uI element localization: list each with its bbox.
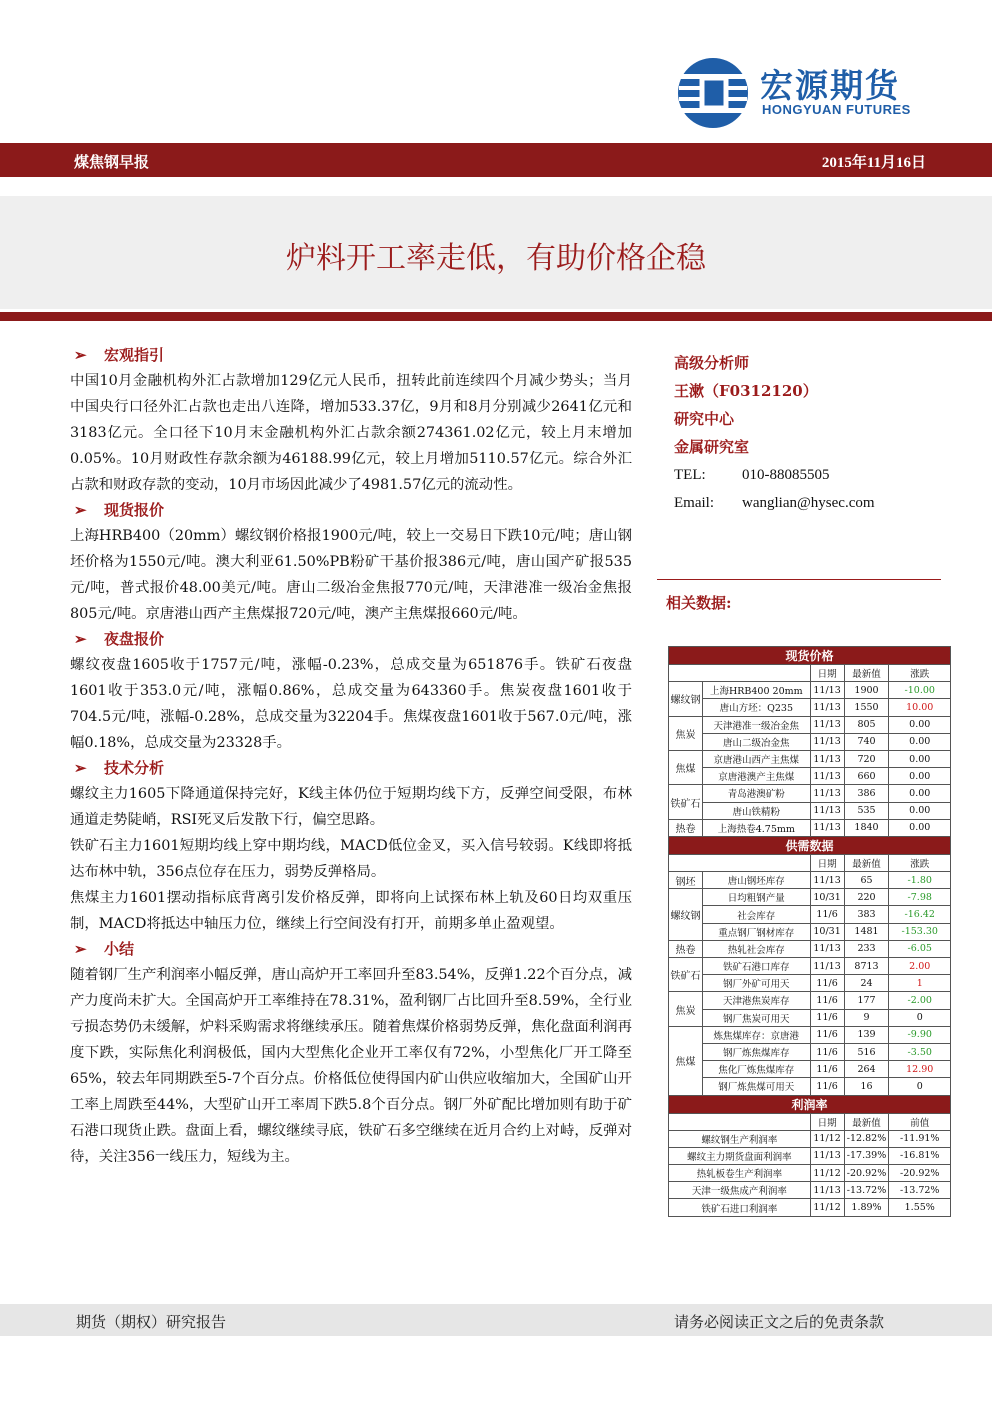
row-date: 11/13 [810,733,844,750]
table-row [669,819,951,836]
section-heading-text: 夜盘报价 [104,630,165,648]
table-section-bar [669,1095,951,1113]
row-value: 9 [844,1009,889,1026]
table-row [669,923,951,940]
table-row [669,699,951,716]
table-row [669,785,951,802]
row-change: 0 [889,1078,951,1095]
table-row [669,682,951,699]
table-row [669,1199,951,1216]
row-change: 0.00 [889,802,951,819]
row-date: 11/6 [810,975,844,992]
table-row [669,889,951,906]
footer-report-type: 期货（期权）研究报告 [76,1313,227,1331]
table-row [669,1147,951,1164]
footer-bar [0,1304,992,1336]
row-date: 11/12 [810,1130,844,1147]
row-category: 螺纹钢 [669,889,703,941]
section-heading [70,756,632,781]
row-value: 1481 [844,923,889,940]
row-value: 233 [844,940,889,957]
row-prev: -16.81% [889,1147,951,1164]
column-header: 前值 [889,1113,951,1130]
tel-label: TEL: [674,467,706,483]
brand-name-en: HONGYUAN FUTURES [762,102,911,117]
report-date: 2015年11月16日 [821,155,926,171]
row-change: -10.00 [889,682,951,699]
row-date: 11/12 [810,1199,844,1216]
row-indicator: 日均粗钢产量 [702,889,810,906]
arrow-bullet-icon: ➢ [74,940,87,958]
arrow-bullet-icon: ➢ [74,759,87,777]
row-prev: -20.92% [889,1165,951,1182]
analyst-dept: 研究中心 [674,410,735,428]
row-indicator: 上海HRB400 20mm [702,682,810,699]
row-indicator: 唐山铁精粉 [702,802,810,819]
section-paragraph: 中国10月金融机构外汇占款增加129亿元人民币，扭转此前连续四个月减少势头；当月中国央行口径外汇占款也走出八连降，增加533.37亿，9月和8月分别减少2641亿元和3183亿元。全口径下10月末金融机构外汇占款余额274361.02亿元，较上月末增加0.05%。10月财政性存款余额为46188.99亿元，较上月增加5110.57亿元。综合外汇占款和财政存款的变动，10月市场因此减少了4981.57亿元的流动性。 [70,373,632,493]
section-heading-text: 现货报价 [104,501,165,519]
row-indicator: 天津港焦炭库存 [702,992,810,1009]
row-value: 386 [844,785,889,802]
table-row [669,733,951,750]
section-heading [70,627,632,652]
row-date: 11/6 [810,1026,844,1043]
row-value: 383 [844,906,889,923]
column-header: 日期 [810,854,844,871]
row-value: -20.92% [844,1165,889,1182]
row-change: 0.00 [889,733,951,750]
header-blank [669,1113,811,1130]
row-value: -13.72% [844,1182,889,1199]
row-date: 11/6 [810,992,844,1009]
row-date: 11/13 [810,1147,844,1164]
row-value: 264 [844,1061,889,1078]
row-category: 焦炭 [669,716,703,750]
related-data-title: 相关数据: [666,594,732,612]
row-date: 11/13 [810,716,844,733]
row-change: 12.90 [889,1061,951,1078]
row-date: 11/12 [810,1165,844,1182]
row-category: 螺纹钢 [669,682,703,716]
row-indicator: 社会库存 [702,906,810,923]
row-indicator: 螺纹主力期货盘面利润率 [669,1147,811,1164]
section-heading [70,343,632,368]
table-section-title: 现货价格 [669,647,951,665]
row-change: 10.00 [889,699,951,716]
row-value: 220 [844,889,889,906]
table-row [669,802,951,819]
row-date: 11/6 [810,906,844,923]
row-date: 11/6 [810,1078,844,1095]
row-category: 铁矿石 [669,785,703,819]
column-header: 日期 [810,665,844,682]
row-value: 177 [844,992,889,1009]
row-value: 1.89% [844,1199,889,1216]
arrow-bullet-icon: ➢ [74,346,87,364]
section-heading [70,937,632,962]
row-indicator: 铁矿石港口库存 [702,958,810,975]
table-row [669,716,951,733]
row-value: -17.39% [844,1147,889,1164]
table-header-row [669,665,951,682]
row-change: -16.42 [889,906,951,923]
row-indicator: 重点钢厂钢材库存 [702,923,810,940]
row-category: 焦炭 [669,992,703,1026]
row-change: -6.05 [889,940,951,957]
row-date: 11/13 [810,750,844,767]
row-change: -9.90 [889,1026,951,1043]
row-indicator: 钢厂外矿可用天 [702,975,810,992]
table-section-bar [669,836,951,854]
row-category: 热卷 [669,940,703,957]
row-indicator: 螺纹钢生产利润率 [669,1130,811,1147]
table-section-title: 利润率 [669,1095,951,1113]
row-indicator: 铁矿石进口利润率 [669,1199,811,1216]
table-row [669,768,951,785]
report-body [70,343,632,1170]
row-change: 2.00 [889,958,951,975]
row-change: 0.00 [889,750,951,767]
row-date: 11/6 [810,1043,844,1060]
section-paragraph: 螺纹主力1605下降通道保持完好，K线主体仍位于短期均线下方，反弹空间受限，布林通道走势陡峭，RSI死叉后发散下行，偏空思路。 [70,786,632,828]
row-change: -153.30 [889,923,951,940]
row-date: 11/13 [810,1182,844,1199]
row-value: 8713 [844,958,889,975]
section-paragraph: 随着钢厂生产利润率小幅反弹，唐山高炉开工率回升至83.54%，反弹1.22个百分点，减产力度尚未扩大。全国高炉开工率维持在78.31%，盈利钢厂占比回升至8.59%，全行业亏损态势仍未缓解，炉料采购需求将继续承压。随着焦煤价格弱势反弹，焦化盘面利润再度下跌，实际焦化利润极低，国内大型焦化企业开工率仅有72%，小型焦化厂开工降至65%，较去年同期跌至5-7个百分点。价格低位使得国内矿山供应收缩加大，全国矿山开工率上周跌至44%，大型矿山开工率周下跌5.8个百分点。钢厂外矿配比增加则有助于矿石港口现货止跌。盘面上看，螺纹继续寻底，铁矿石多空继续在近月合约上对峙，反弹对待，关注356一线压力，短线为主。 [70,967,632,1165]
row-indicator: 唐山钢坯库存 [702,872,810,889]
row-indicator: 热轧社会库存 [702,940,810,957]
row-date: 11/13 [810,872,844,889]
section-paragraph: 焦煤主力1601摆动指标底背离引发价格反弹，即将向上试探布林上轨及60日均双重压制，MACD将抵达中轴压力位，继续上行空间没有打开，前期多单止盈观望。 [70,890,632,932]
row-date: 11/13 [810,958,844,975]
row-value: 516 [844,1043,889,1060]
row-indicator: 唐山二级冶金焦 [702,733,810,750]
table-row [669,750,951,767]
row-change: -2.00 [889,992,951,1009]
email-value[interactable]: wanglian@hysec.com [742,495,875,511]
table-section-title: 供需数据 [669,836,951,854]
row-change: -3.50 [889,1043,951,1060]
row-category: 焦煤 [669,1026,703,1095]
row-change: 0.00 [889,716,951,733]
hongyuan-logo-icon [676,56,750,130]
row-indicator: 炼焦煤库存：京唐港 [702,1026,810,1043]
row-change: 0.00 [889,819,951,836]
row-indicator: 钢厂焦炭可用天 [702,1009,810,1026]
table-row [669,1165,951,1182]
row-date: 11/13 [810,819,844,836]
table-row [669,1078,951,1095]
row-date: 11/13 [810,940,844,957]
row-date: 11/13 [810,682,844,699]
column-header: 日期 [810,1113,844,1130]
row-value: 139 [844,1026,889,1043]
report-header-bar [0,143,992,177]
report-title: 炉料开工率走低，有助价格企稳 [286,241,706,276]
analyst-role: 高级分析师 [674,354,750,372]
header-blank [669,854,811,871]
email-label: Email: [674,495,714,511]
row-value: 1900 [844,682,889,699]
row-indicator: 京唐港山西产主焦煤 [702,750,810,767]
tel-value: 010-88085505 [742,467,830,483]
row-change: 0 [889,1009,951,1026]
column-header: 最新值 [844,854,889,871]
arrow-bullet-icon: ➢ [74,630,87,648]
row-category: 钢坯 [669,872,703,889]
row-category: 热卷 [669,819,703,836]
section-paragraph: 上海HRB400（20mm）螺纹钢价格报1900元/吨，较上一交易日下跌10元/吨；唐山钢坯价格为1550元/吨。澳大利亚61.50%PB粉矿干基价报386元/吨，唐山国产矿报535元/吨，普式报价48.00美元/吨。唐山二级冶金焦报770元/吨，天津港准一级冶金焦报805元/吨。京唐港山西产主焦煤报720元/吨，澳产主焦煤报660元/吨。 [70,528,632,622]
row-change: -7.98 [889,889,951,906]
email-line [674,489,944,517]
row-indicator: 天津一级焦成产利润率 [669,1182,811,1199]
row-indicator: 焦化厂炼焦煤库存 [702,1061,810,1078]
footer-disclaimer: 请务必阅读正文之后的免责条款 [673,1313,884,1331]
row-indicator: 上海热卷4.75mm [702,819,810,836]
column-header: 最新值 [844,665,889,682]
row-value: 65 [844,872,889,889]
table-row [669,958,951,975]
tel-line [674,461,944,489]
arrow-bullet-icon: ➢ [74,501,87,519]
analyst-info [674,349,944,517]
section-heading-text: 宏观指引 [104,346,165,364]
table-section-bar [669,647,951,665]
table-row [669,1130,951,1147]
right-column-divider [657,579,941,580]
table-row [669,1026,951,1043]
row-value: 720 [844,750,889,767]
row-category: 焦煤 [669,750,703,784]
row-date: 10/31 [810,889,844,906]
column-header: 涨跌 [889,665,951,682]
row-date: 11/13 [810,768,844,785]
row-change: 0.00 [889,785,951,802]
row-date: 11/13 [810,802,844,819]
table-header-row [669,854,951,871]
section-paragraph: 铁矿石主力1601短期均线上穿中期均线，MACD低位金叉，买入信号较弱。K线即将抵达布林中轨，356点位存在压力，弱势反弹格局。 [70,838,632,880]
row-value: -12.82% [844,1130,889,1147]
section-paragraph: 螺纹夜盘1605收于1757元/吨，涨幅-0.23%，总成交量为651876手。铁矿石夜盘1601收于353.0元/吨，涨幅0.86%，总成交量为643360手。焦炭夜盘1601收于704.5元/吨，涨幅-0.28%，总成交量为32204手。焦煤夜盘1601收于567.0元/吨，涨幅0.18%，总成交量为23328手。 [70,657,632,751]
row-date: 11/6 [810,1009,844,1026]
row-value: 740 [844,733,889,750]
analyst-name: 王漱（F0312120） [674,382,818,400]
row-indicator: 钢厂炼焦煤库存 [702,1043,810,1060]
header-blank [669,665,811,682]
table-row [669,1061,951,1078]
row-value: 1550 [844,699,889,716]
section-heading-text: 小结 [104,940,135,958]
row-value: 660 [844,768,889,785]
section-heading [70,498,632,523]
row-indicator: 热轧板卷生产利润率 [669,1165,811,1182]
column-header: 最新值 [844,1113,889,1130]
row-value: 805 [844,716,889,733]
row-date: 11/13 [810,699,844,716]
section-heading-text: 技术分析 [104,759,165,777]
table-row [669,1182,951,1199]
row-indicator: 京唐港澳产主焦煤 [702,768,810,785]
table-row [669,940,951,957]
table-row [669,975,951,992]
row-date: 11/13 [810,785,844,802]
row-change: -1.80 [889,872,951,889]
row-prev: -13.72% [889,1182,951,1199]
row-value: 24 [844,975,889,992]
row-change: 1 [889,975,951,992]
row-value: 16 [844,1078,889,1095]
row-category: 铁矿石 [669,958,703,992]
row-date: 11/6 [810,1061,844,1078]
row-date: 10/31 [810,923,844,940]
brand-logo [676,52,926,132]
brand-name-cn: 宏源期货 [760,66,900,105]
row-change: 0.00 [889,768,951,785]
row-indicator: 钢厂炼焦煤可用天 [702,1078,810,1095]
column-header: 涨跌 [889,854,951,871]
table-row [669,872,951,889]
table-row [669,992,951,1009]
row-indicator: 青岛港澳矿粉 [702,785,810,802]
report-type: 煤焦钢早报 [74,153,150,171]
row-value: 535 [844,802,889,819]
table-row [669,1043,951,1060]
table-row [669,1009,951,1026]
row-indicator: 唐山方坯：Q235 [702,699,810,716]
row-indicator: 天津港准一级冶金焦 [702,716,810,733]
market-data-table [668,646,951,1217]
table-row [669,906,951,923]
analyst-team: 金属研究室 [674,438,750,456]
title-divider [0,312,992,321]
table-header-row [669,1113,951,1130]
row-prev: 1.55% [889,1199,951,1216]
row-prev: -11.91% [889,1130,951,1147]
row-value: 1840 [844,819,889,836]
